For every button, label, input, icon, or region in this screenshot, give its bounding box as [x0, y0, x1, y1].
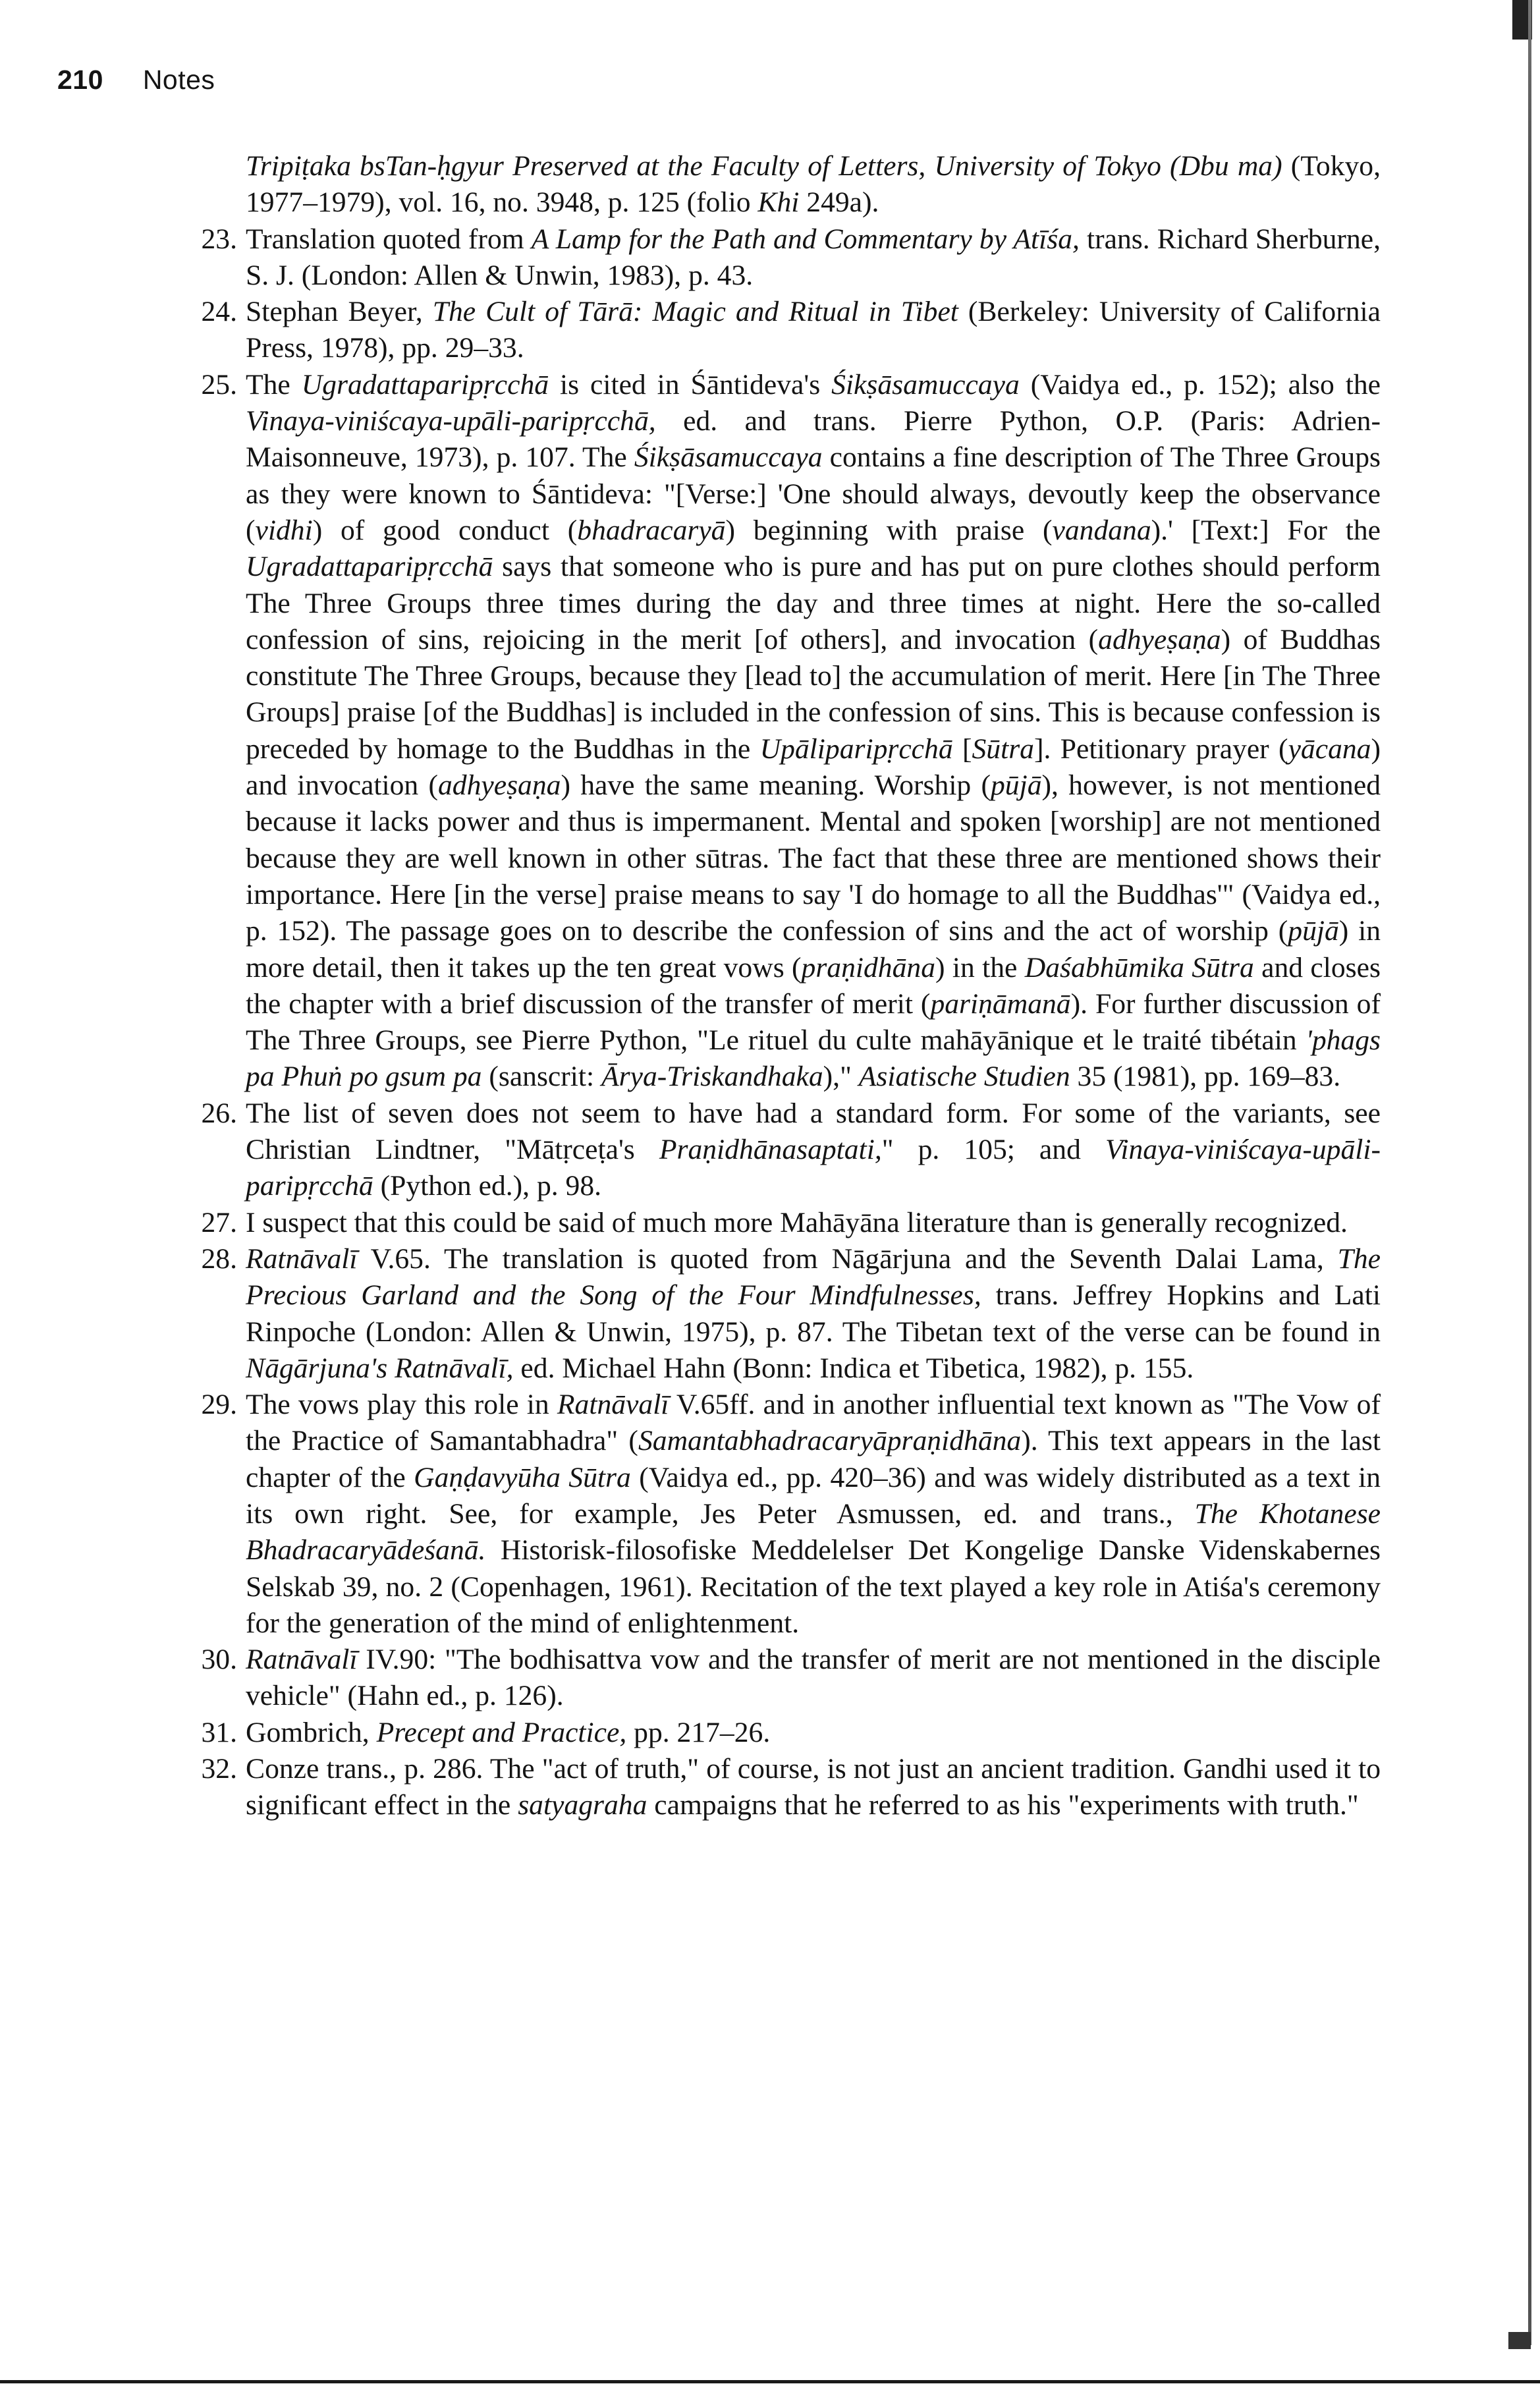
note-23: 23. Translation quoted from A Lamp for the Path and Commentary by Atīśa, trans. Richard Sherburne, S. J. (London: Allen & Unwin, 1983), p. 43. [202, 221, 1381, 294]
scan-edge-shadow-bottom [1508, 2332, 1531, 2349]
note-number: 25. [201, 368, 237, 401]
note-number: 29. [201, 1389, 237, 1421]
note-number: 26. [201, 1097, 237, 1129]
running-title: Notes [142, 65, 215, 95]
note-number: 27. [201, 1206, 237, 1238]
note-continuation: Tripiṭaka bsTan-ḥgyur Preserved at the Faculty of Letters, University of Tokyo (Dbu ma) (Tokyo, 1977–1979), vol. 16, no. 3948, p. 125 (folio Khi 249a). [246, 150, 1381, 219]
note-28: 28. Ratnāvalī V.65. The translation is quoted from Nāgārjuna and the Seventh Dalai Lama, The Precious Garland and the Song of the Four Mindfulnesses, trans. Jeffrey Hopkins and Lati Rinpoche (London: Allen & Unwin, 1975), p. 87. The Tibetan text of the verse can be found in Nāgārjuna's Ratnāvalī, ed. Michael Hahn (Bonn: Indica et Tibetica, 1982), p. 155. [202, 1241, 1381, 1387]
note-number: 31. [201, 1716, 237, 1748]
bottom-scan-border [0, 2380, 1540, 2383]
endnotes-list [202, 148, 1381, 1824]
note-25: 25. The Ugradattaparipṛcchā is cited in Śāntideva's Śikṣāsamuccaya (Vaidya ed., p. 152); also the Vinaya-viniścaya-upāli-paripṛcchā, ed. and trans. Pierre Python, O.P. (Paris: Adrien-Maisonneuve, 1973), p. 107. The Śikṣāsamuccaya contains a fine description of The Three Groups as they were known to Śāntideva: "[Verse:] 'One should always, devoutly keep the observance (vidhi) of good conduct (bhadracaryā) beginning with praise (vandana).' [Text:] For the Ugradattaparipṛcchā says that someone who is pure and has put on pure clothes should perform The Three Groups three times during the day and three times at night. Here the so-called confession of sins, rejoicing in the merit [of others], and invocation (adhyeṣaṇa) of Buddhas constitute The Three Groups, because they [lead to] the accumulation of merit. Here [in The Three Groups] praise [of the Buddhas] is included in the confession of sins. This is because confession is preceded by homage to the Buddhas in the Upāliparipṛcchā [Sūtra]. Petitionary prayer (yācana) and invocation (adhyeṣaṇa) have the same meaning. Worship (pūjā), however, is not mentioned because it lacks power and thus is impermanent. Mental and spoken [worship] are not mentioned because they are well known in other sūtras. The fact that these three are mentioned shows their importance. Here [in the verse] praise means to say 'I do homage to all the Buddhas'" (Vaidya ed., p. 152). The passage goes on to describe the confession of sins and the act of worship (pūjā) in more detail, then it takes up the ten great vows (praṇidhāna) in the Daśabhūmika Sūtra and closes the chapter with a brief discussion of the transfer of merit (pariṇāmanā). For further discussion of The Three Groups, see Pierre Python, "Le rituel du culte mahāyānique et le traité tibétain 'phags pa Phuṅ po gsum pa (sanscrit: Ārya-Triskandhaka)," Asiatische Studien 35 (1981), pp. 169–83. [202, 367, 1381, 1096]
note-number: 24. [201, 296, 237, 328]
note-24: 24. Stephan Beyer, The Cult of Tārā: Magic and Ritual in Tibet (Berkeley: University of California Press, 1978), pp. 29–33. [202, 294, 1381, 367]
note-26: 26. The list of seven does not seem to have had a standard form. For some of the variants, see Christian Lindtner, "Mātṛceṭa's Praṇidhānasaptati," p. 105; and Vinaya-viniścaya-upāli-paripṛcchā (Python ed.), p. 98. [202, 1096, 1381, 1205]
running-header [57, 65, 215, 96]
note-number: 28. [201, 1242, 237, 1275]
page-number: 210 [57, 65, 103, 95]
note-27: 27. I suspect that this could be said of much more Mahāyāna literature than is generally recognized. [202, 1205, 1381, 1241]
note-30: 30. Ratnāvalī IV.90: "The bodhisattva vow and the transfer of merit are not mentioned in the disciple vehicle" (Hahn ed., p. 126). [202, 1642, 1381, 1715]
note-number: 30. [201, 1644, 237, 1676]
note-31: 31. Gombrich, Precept and Practice, pp. 217–26. [202, 1715, 1381, 1751]
scan-edge-line [1528, 0, 1531, 2345]
note-number: 23. [201, 223, 237, 255]
note-number: 32. [201, 1753, 237, 1785]
note-32: 32. Conze trans., p. 286. The "act of truth," of course, is not just an ancient tradition. Gandhi used it to significant effect in the satyagraha campaigns that he referred to as his "experiments with truth." [202, 1751, 1381, 1824]
note-29: 29. The vows play this role in Ratnāvalī V.65ff. and in another influential text known as "The Vow of the Practice of Samantabhadra" (Samantabhadracaryāpraṇidhāna). This text appears in the last chapter of the Gaṇḍavyūha Sūtra (Vaidya ed., pp. 420–36) and was widely distributed as a text in its own right. See, for example, Jes Peter Asmussen, ed. and trans., The Khotanese Bhadracaryādeśanā. Historisk-filosofiske Meddelelser Det Kongelige Danske Videnskabernes Selskab 39, no. 2 (Copenhagen, 1961). Recitation of the text played a key role in Atiśa's ceremony for the generation of the mind of enlightenment. [202, 1387, 1381, 1642]
